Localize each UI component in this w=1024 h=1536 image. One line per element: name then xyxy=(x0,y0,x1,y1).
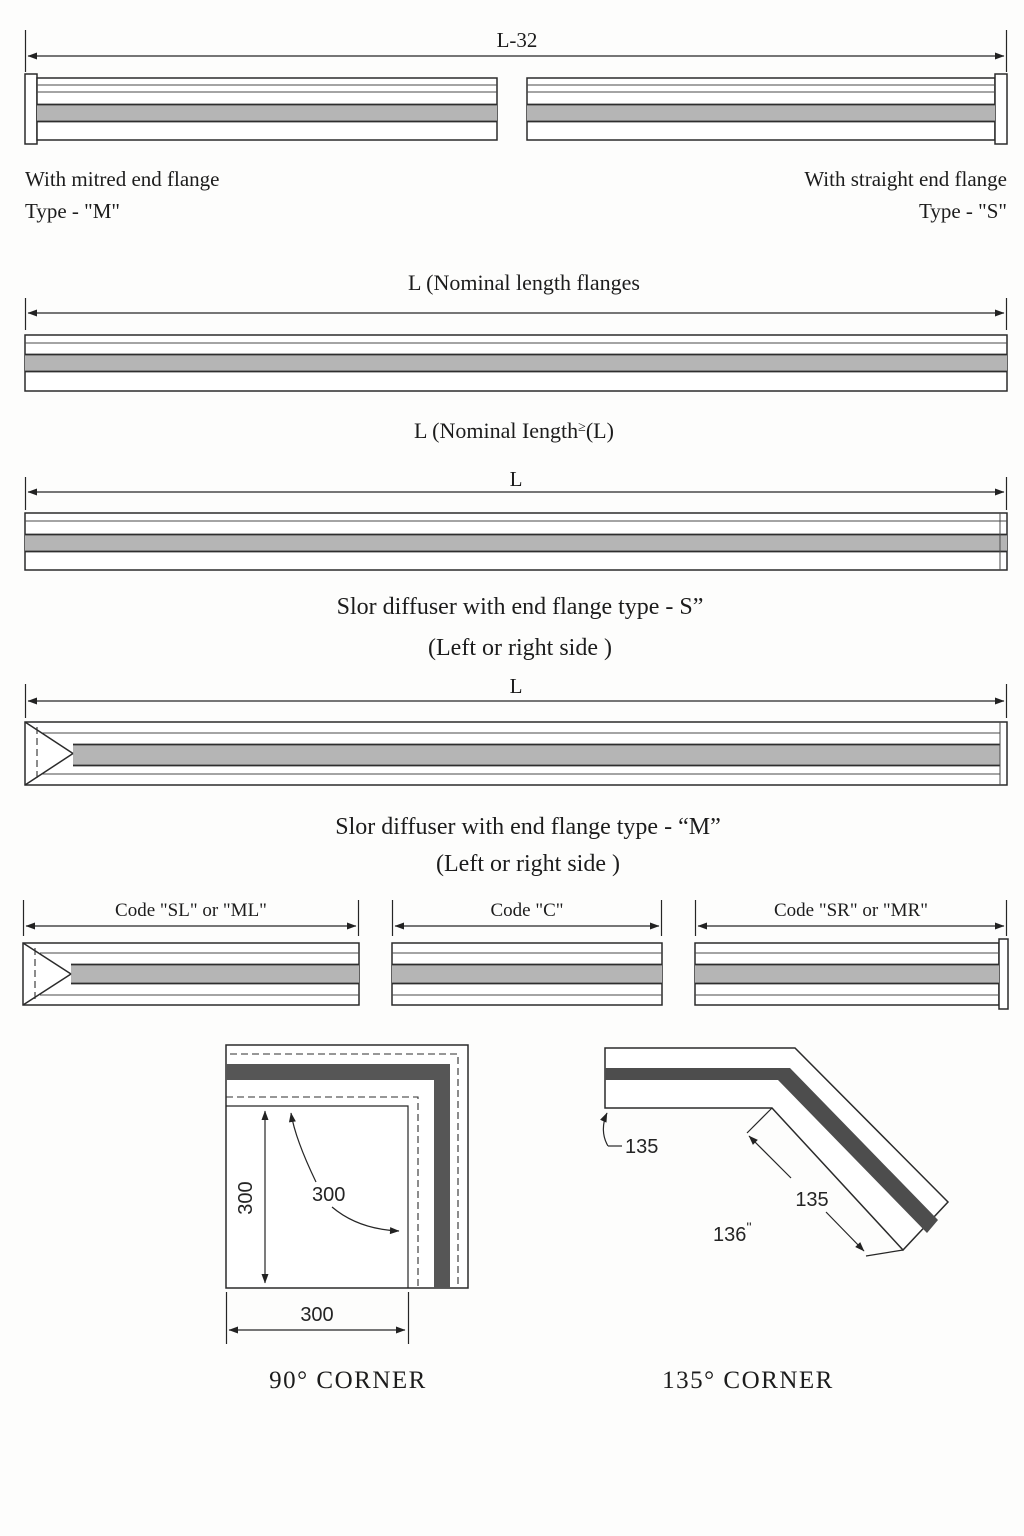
corner-outline xyxy=(226,1045,468,1288)
diffuser-bar-plain xyxy=(25,335,1007,391)
extension-line xyxy=(866,1250,903,1256)
end-cap xyxy=(25,74,37,144)
leader-curve-left xyxy=(603,1113,608,1146)
extension-line xyxy=(747,1108,772,1133)
diffuser-bar-mitred-flange xyxy=(25,74,497,144)
caption-straight-line2: Type - "S" xyxy=(919,199,1007,223)
corner-135-diagram xyxy=(603,1048,948,1394)
slot-band xyxy=(392,965,662,983)
title-nominal-length: L (Nominal length flanges xyxy=(408,270,640,295)
section-end-flange-types xyxy=(25,28,1007,223)
diffuser-bar-type-m xyxy=(25,722,1007,785)
section-nominal-length xyxy=(25,270,1007,391)
caption-type-m-line2: (Left or right side ) xyxy=(436,851,620,877)
dim-label-l: L xyxy=(509,467,523,491)
dim-label-l: L xyxy=(509,674,523,698)
diffuser-bar-type-s xyxy=(25,513,1007,570)
section-type-m xyxy=(25,674,1007,877)
caption-straight-line1: With straight end flange xyxy=(804,167,1007,191)
slot-band xyxy=(37,105,497,121)
slot-band xyxy=(25,355,1007,371)
slot-band xyxy=(71,965,359,983)
end-cap xyxy=(999,939,1008,1009)
dimension-line-diagonal-b xyxy=(826,1212,864,1251)
dim-135-diagonal: 135 xyxy=(795,1189,829,1211)
title-corner-135: 135° CORNER xyxy=(662,1367,834,1394)
caption-type-m-line1: Slor diffuser with end flange type - “M” xyxy=(335,814,721,840)
slot-band xyxy=(695,965,999,983)
label-code-sl-ml: Code "SL" or "ML" xyxy=(115,900,267,921)
code-piece-c xyxy=(392,900,662,1005)
label-code-sr-mr: Code "SR" or "MR" xyxy=(773,900,929,921)
code-piece-sr-mr xyxy=(695,900,1008,1009)
end-cap xyxy=(995,74,1007,144)
dim-300-bottom: 300 xyxy=(300,1304,334,1326)
dim-136-width: 136'' xyxy=(713,1219,752,1246)
slot-band xyxy=(25,535,1007,551)
title-nominal-length-l: L (Nominal Iength≥(L) xyxy=(414,418,614,443)
code-piece-sl-ml xyxy=(23,900,359,1005)
caption-type-s-line1: Slor diffuser with end flange type - S” xyxy=(336,594,704,620)
caption-type-s-line2: (Left or right side ) xyxy=(428,635,612,661)
slot-band xyxy=(73,745,1000,765)
diffuser-bar-straight-flange xyxy=(527,74,1007,144)
title-corner-90: 90° CORNER xyxy=(269,1367,427,1394)
dimension-line-diagonal-a xyxy=(749,1136,791,1178)
dim-300-vertical: 300 xyxy=(235,1181,257,1215)
dim-label-l32: L-32 xyxy=(496,28,538,52)
slot-band xyxy=(527,105,995,121)
corner-90-diagram xyxy=(226,1045,468,1394)
label-code-c: Code "C" xyxy=(490,900,564,921)
caption-mitred-line2: Type - "M" xyxy=(25,199,120,223)
section-codes xyxy=(23,900,1008,1009)
dim-300-leader: 300 xyxy=(312,1184,346,1206)
caption-mitred-line1: With mitred end flange xyxy=(25,167,220,191)
section-type-s xyxy=(25,418,1007,661)
dim-135-left: 135 xyxy=(625,1136,659,1158)
